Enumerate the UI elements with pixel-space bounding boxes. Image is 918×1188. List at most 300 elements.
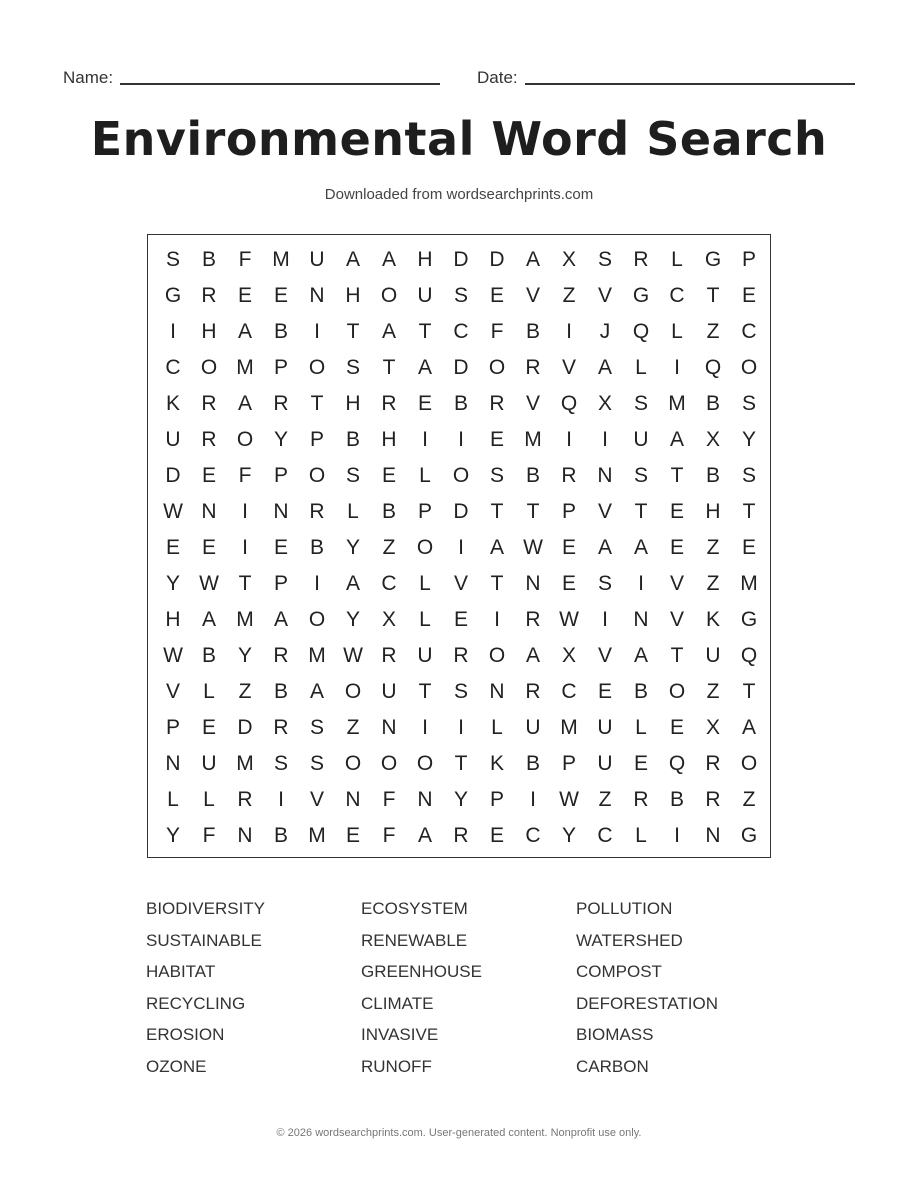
grid-letter: W bbox=[343, 644, 363, 667]
grid-letter: Z bbox=[706, 572, 720, 595]
grid-letter: H bbox=[345, 392, 361, 415]
grid-letter: O bbox=[416, 536, 434, 559]
grid-letter: V bbox=[525, 392, 540, 415]
word-list-item: BIODIVERSITY bbox=[146, 899, 266, 918]
grid-letter: S bbox=[741, 464, 756, 487]
grid-letter: A bbox=[309, 680, 324, 703]
grid-letter: M bbox=[560, 716, 578, 739]
grid-letter: C bbox=[453, 320, 469, 343]
grid-letter: J bbox=[599, 320, 611, 343]
grid-letter: E bbox=[273, 536, 288, 559]
grid-letter: P bbox=[273, 572, 288, 595]
word-list-item: DEFORESTATION bbox=[576, 993, 718, 1013]
grid-letter: C bbox=[561, 680, 577, 703]
grid-letter: Y bbox=[741, 428, 756, 451]
word-list-item: HABITAT bbox=[146, 962, 216, 981]
grid-letter: S bbox=[453, 680, 468, 703]
grid-letter: T bbox=[706, 284, 720, 307]
grid-letter: E bbox=[237, 284, 252, 307]
grid-letter: P bbox=[741, 248, 756, 271]
grid-letter: Z bbox=[706, 680, 720, 703]
grid-letter: I bbox=[602, 608, 608, 631]
grid-letter: I bbox=[566, 428, 572, 451]
grid-letter: F bbox=[490, 320, 504, 343]
grid-letter: E bbox=[669, 500, 684, 523]
grid-letter: M bbox=[272, 248, 290, 271]
grid-letter: R bbox=[381, 392, 397, 415]
grid-letter: Z bbox=[706, 320, 720, 343]
grid-letter: Z bbox=[562, 284, 576, 307]
grid-letter: A bbox=[273, 608, 288, 631]
grid-letter: W bbox=[199, 572, 219, 595]
grid-letter: A bbox=[525, 644, 540, 667]
grid-letter: W bbox=[163, 644, 183, 667]
grid-letter: A bbox=[381, 248, 396, 271]
grid-letter: I bbox=[674, 356, 680, 379]
grid-letter: T bbox=[346, 320, 360, 343]
grid-letter: B bbox=[345, 428, 360, 451]
grid-letter: Y bbox=[345, 536, 360, 559]
grid-letter: O bbox=[740, 752, 758, 775]
grid-letter: A bbox=[633, 644, 648, 667]
word-list-item: CLIMATE bbox=[361, 993, 434, 1013]
grid-letter: O bbox=[452, 464, 470, 487]
grid-letter: K bbox=[165, 392, 180, 415]
name-line bbox=[120, 83, 440, 85]
grid-letter: O bbox=[416, 752, 434, 775]
grid-letter: X bbox=[597, 392, 612, 415]
grid-letter: R bbox=[453, 644, 469, 667]
grid-letter: Z bbox=[238, 680, 252, 703]
grid-letter: X bbox=[705, 428, 720, 451]
grid-letter: O bbox=[344, 680, 362, 703]
grid-letter: R bbox=[201, 428, 217, 451]
grid-letter: E bbox=[741, 284, 756, 307]
grid-letter: T bbox=[742, 680, 756, 703]
date-line bbox=[525, 83, 855, 85]
grid-letter: R bbox=[633, 788, 649, 811]
word-list-item: SUSTAINABLE bbox=[146, 930, 262, 950]
grid-letter: A bbox=[237, 320, 252, 343]
grid-letter: M bbox=[236, 608, 254, 631]
grid-letter: P bbox=[309, 428, 324, 451]
grid-letter: T bbox=[526, 500, 540, 523]
grid-letter: H bbox=[201, 320, 217, 343]
grid-letter: I bbox=[242, 500, 248, 523]
grid-letter: V bbox=[309, 788, 324, 811]
grid-letter: Q bbox=[632, 320, 650, 343]
grid-letter: A bbox=[381, 320, 396, 343]
grid-letter: B bbox=[201, 248, 216, 271]
grid-letter: M bbox=[668, 392, 686, 415]
grid-letter: O bbox=[308, 608, 326, 631]
grid-letter: U bbox=[201, 752, 217, 775]
grid-letter: R bbox=[453, 824, 469, 847]
grid-letter: H bbox=[165, 608, 181, 631]
grid-letter: I bbox=[170, 320, 176, 343]
grid-letter: M bbox=[236, 752, 254, 775]
grid-letter: C bbox=[165, 356, 181, 379]
grid-letter: Q bbox=[740, 644, 758, 667]
grid-letter: W bbox=[523, 536, 543, 559]
grid-letter: R bbox=[525, 608, 541, 631]
grid-letter: Z bbox=[382, 536, 396, 559]
grid-letter: O bbox=[308, 464, 326, 487]
grid-letter: V bbox=[165, 680, 180, 703]
grid-letter: F bbox=[382, 824, 396, 847]
grid-letter: M bbox=[236, 356, 254, 379]
grid-letter: N bbox=[525, 572, 541, 595]
grid-letter: Y bbox=[165, 824, 180, 847]
grid-letter: X bbox=[381, 608, 396, 631]
grid-letter: C bbox=[741, 320, 757, 343]
grid-letter: P bbox=[489, 788, 504, 811]
grid-letter: T bbox=[490, 572, 504, 595]
grid-letter: I bbox=[458, 428, 464, 451]
grid-letter: I bbox=[494, 608, 500, 631]
grid-letter: V bbox=[669, 608, 684, 631]
grid-letter: A bbox=[345, 248, 360, 271]
grid-letter: A bbox=[741, 716, 756, 739]
grid-letter: O bbox=[344, 752, 362, 775]
grid-letter: T bbox=[454, 752, 468, 775]
grid-letter: D bbox=[489, 248, 505, 271]
grid-letter: Y bbox=[345, 608, 360, 631]
grid-letter: I bbox=[602, 428, 608, 451]
grid-letter: C bbox=[597, 824, 613, 847]
grid-letter: E bbox=[201, 536, 216, 559]
grid-letter: I bbox=[314, 572, 320, 595]
grid-letter: A bbox=[669, 428, 684, 451]
grid-letter: T bbox=[310, 392, 324, 415]
grid-letter: H bbox=[417, 248, 433, 271]
grid-letter: L bbox=[203, 788, 215, 811]
grid-letter: L bbox=[671, 320, 683, 343]
grid-letter: R bbox=[525, 356, 541, 379]
grid-letter: E bbox=[633, 752, 648, 775]
grid-letter: O bbox=[308, 356, 326, 379]
grid-letter: A bbox=[417, 824, 432, 847]
grid-letter: Y bbox=[273, 428, 288, 451]
grid-letter: S bbox=[345, 464, 360, 487]
grid-letter: R bbox=[633, 248, 649, 271]
word-list-item: COMPOST bbox=[576, 962, 662, 981]
page-subtitle: Downloaded from wordsearchprints.com bbox=[324, 186, 594, 203]
grid-letter: X bbox=[561, 248, 576, 271]
grid-letter: V bbox=[597, 284, 612, 307]
grid-letter: B bbox=[525, 752, 540, 775]
grid-letter: R bbox=[525, 680, 541, 703]
grid-letter: E bbox=[489, 428, 504, 451]
date-label: Date: bbox=[477, 68, 518, 87]
grid-letter: E bbox=[561, 536, 576, 559]
grid-letter: O bbox=[200, 356, 218, 379]
grid-letter: P bbox=[165, 716, 180, 739]
grid-letter: P bbox=[417, 500, 432, 523]
grid-letter: P bbox=[561, 500, 576, 523]
grid-letter: X bbox=[705, 716, 720, 739]
grid-letter: A bbox=[633, 536, 648, 559]
grid-letter: B bbox=[705, 392, 720, 415]
grid-letter: S bbox=[309, 716, 324, 739]
grid-letter: V bbox=[597, 500, 612, 523]
grid-letter: L bbox=[635, 824, 647, 847]
grid-letter: I bbox=[638, 572, 644, 595]
grid-letter: L bbox=[635, 356, 647, 379]
grid-letter: D bbox=[453, 500, 469, 523]
grid-letter: S bbox=[489, 464, 504, 487]
grid-letter: L bbox=[203, 680, 215, 703]
page-title: Environmental Word Search bbox=[90, 112, 828, 166]
grid-letter: T bbox=[742, 500, 756, 523]
grid-letter: N bbox=[345, 788, 361, 811]
word-list-item: EROSION bbox=[146, 1025, 225, 1044]
grid-letter: O bbox=[740, 356, 758, 379]
grid-letter: V bbox=[453, 572, 468, 595]
grid-letter: G bbox=[632, 284, 650, 307]
grid-letter: Z bbox=[706, 536, 720, 559]
grid-letter: S bbox=[309, 752, 324, 775]
grid-letter: S bbox=[345, 356, 360, 379]
grid-letter: P bbox=[273, 356, 288, 379]
grid-letter: N bbox=[381, 716, 397, 739]
grid-letter: B bbox=[453, 392, 468, 415]
grid-letter: E bbox=[201, 464, 216, 487]
grid-letter: T bbox=[670, 644, 684, 667]
grid-letter: O bbox=[488, 644, 506, 667]
grid-letter: I bbox=[422, 428, 428, 451]
grid-letter: B bbox=[273, 680, 288, 703]
grid-letter: N bbox=[237, 824, 253, 847]
grid-letter: U bbox=[417, 284, 433, 307]
grid-letter: U bbox=[597, 752, 613, 775]
grid-letter: I bbox=[566, 320, 572, 343]
grid-letter: W bbox=[559, 788, 579, 811]
grid-letter: A bbox=[417, 356, 432, 379]
grid-letter: R bbox=[705, 752, 721, 775]
name-label: Name: bbox=[63, 68, 114, 87]
grid-letter: R bbox=[489, 392, 505, 415]
grid-letter: N bbox=[201, 500, 217, 523]
grid-letter: E bbox=[201, 716, 216, 739]
grid-letter: R bbox=[201, 392, 217, 415]
grid-letter: R bbox=[273, 716, 289, 739]
grid-letter: X bbox=[561, 644, 576, 667]
word-list-item: ECOSYSTEM bbox=[361, 899, 468, 918]
grid-letter: Q bbox=[560, 392, 578, 415]
grid-letter: R bbox=[705, 788, 721, 811]
grid-letter: F bbox=[238, 464, 252, 487]
grid-letter: E bbox=[489, 284, 504, 307]
grid-letter: A bbox=[345, 572, 360, 595]
word-list-item: CARBON bbox=[576, 1056, 649, 1076]
grid-letter: F bbox=[238, 248, 252, 271]
grid-letter: D bbox=[453, 356, 469, 379]
grid-letter: U bbox=[417, 644, 433, 667]
grid-letter: U bbox=[633, 428, 649, 451]
grid-letter: Y bbox=[561, 824, 576, 847]
grid-letter: I bbox=[674, 824, 680, 847]
grid-letter: B bbox=[525, 320, 540, 343]
grid-letter: U bbox=[525, 716, 541, 739]
grid-letter: S bbox=[165, 248, 180, 271]
grid-letter: T bbox=[670, 464, 684, 487]
grid-letter: B bbox=[381, 500, 396, 523]
grid-letter: I bbox=[422, 716, 428, 739]
grid-letter: T bbox=[418, 320, 432, 343]
grid-letter: N bbox=[165, 752, 181, 775]
footer-text: © 2026 wordsearchprints.com. User-generated content. Nonprofit use only. bbox=[276, 1127, 642, 1139]
name-date-row bbox=[63, 66, 855, 90]
grid-letter: B bbox=[201, 644, 216, 667]
grid-letter: I bbox=[242, 536, 248, 559]
grid-letter: H bbox=[345, 284, 361, 307]
grid-letter: S bbox=[741, 392, 756, 415]
grid-letter: A bbox=[237, 392, 252, 415]
grid-letter: U bbox=[705, 644, 721, 667]
grid-letter: E bbox=[381, 464, 396, 487]
grid-letter: U bbox=[165, 428, 181, 451]
grid-letter: L bbox=[671, 248, 683, 271]
grid-letter: L bbox=[419, 464, 431, 487]
word-list-item: POLLUTION bbox=[576, 899, 673, 918]
word-list-item: RENEWABLE bbox=[361, 930, 468, 950]
grid-letter: E bbox=[561, 572, 576, 595]
grid-letter: P bbox=[561, 752, 576, 775]
grid-letter: E bbox=[741, 536, 756, 559]
grid-letter: S bbox=[273, 752, 288, 775]
grid-letter: L bbox=[167, 788, 179, 811]
grid-letter: Y bbox=[453, 788, 468, 811]
grid-letter: G bbox=[740, 608, 758, 631]
grid-letter: E bbox=[165, 536, 180, 559]
grid-letter: N bbox=[489, 680, 505, 703]
grid-letter: Z bbox=[346, 716, 360, 739]
grid-letter: G bbox=[740, 824, 758, 847]
grid-letter: L bbox=[491, 716, 503, 739]
grid-letter: R bbox=[201, 284, 217, 307]
grid-letter: S bbox=[633, 464, 648, 487]
grid-letter: V bbox=[525, 284, 540, 307]
grid-letter: L bbox=[347, 500, 359, 523]
grid-letter: O bbox=[380, 284, 398, 307]
grid-letter: R bbox=[381, 644, 397, 667]
grid-letter: E bbox=[597, 680, 612, 703]
grid-letter: Z bbox=[598, 788, 612, 811]
grid-letter: C bbox=[525, 824, 541, 847]
grid-letter: B bbox=[273, 320, 288, 343]
grid-letter: B bbox=[273, 824, 288, 847]
grid-letter: S bbox=[633, 392, 648, 415]
grid-letter: F bbox=[382, 788, 396, 811]
word-list-item: RECYCLING bbox=[146, 993, 246, 1013]
grid-letter: O bbox=[668, 680, 686, 703]
grid-letter: E bbox=[417, 392, 432, 415]
word-list-item: OZONE bbox=[146, 1056, 207, 1076]
grid-letter: A bbox=[489, 536, 504, 559]
grid-letter: G bbox=[704, 248, 722, 271]
grid-letter: I bbox=[458, 536, 464, 559]
grid-letter: E bbox=[345, 824, 360, 847]
grid-letter: E bbox=[669, 536, 684, 559]
grid-letter: M bbox=[308, 824, 326, 847]
grid-letter: B bbox=[669, 788, 684, 811]
grid-letter: Y bbox=[237, 644, 252, 667]
grid-letter: N bbox=[633, 608, 649, 631]
grid-letter: F bbox=[202, 824, 216, 847]
grid-letter: N bbox=[705, 824, 721, 847]
grid-letter: L bbox=[635, 716, 647, 739]
word-list-item: WATERSHED bbox=[576, 930, 683, 950]
grid-letter: L bbox=[419, 572, 431, 595]
grid-letter: M bbox=[524, 428, 542, 451]
grid-letter: K bbox=[705, 608, 720, 631]
grid-letter: I bbox=[314, 320, 320, 343]
grid-letter: V bbox=[561, 356, 576, 379]
grid-letter: T bbox=[634, 500, 648, 523]
grid-letter: A bbox=[597, 356, 612, 379]
grid-letter: C bbox=[669, 284, 685, 307]
grid-letter: A bbox=[201, 608, 216, 631]
grid-letter: K bbox=[489, 752, 504, 775]
grid-letter: Q bbox=[668, 752, 686, 775]
grid-letter: C bbox=[381, 572, 397, 595]
grid-letter: O bbox=[380, 752, 398, 775]
grid-letter: T bbox=[418, 680, 432, 703]
grid-letter: T bbox=[238, 572, 252, 595]
grid-letter: E bbox=[489, 824, 504, 847]
grid-letter: Q bbox=[704, 356, 722, 379]
grid-letter: B bbox=[633, 680, 648, 703]
grid-letter: W bbox=[163, 500, 183, 523]
grid-letter: V bbox=[597, 644, 612, 667]
grid-letter: G bbox=[164, 284, 182, 307]
grid-letter: M bbox=[740, 572, 758, 595]
grid-letter: B bbox=[309, 536, 324, 559]
grid-letter: V bbox=[669, 572, 684, 595]
grid-letter: I bbox=[458, 716, 464, 739]
grid-letter: N bbox=[273, 500, 289, 523]
grid-letter: E bbox=[453, 608, 468, 631]
grid-letter: R bbox=[561, 464, 577, 487]
grid-letter: R bbox=[309, 500, 325, 523]
grid-letter: N bbox=[309, 284, 325, 307]
grid-letter: S bbox=[453, 284, 468, 307]
grid-letter: I bbox=[278, 788, 284, 811]
grid-letter: N bbox=[597, 464, 613, 487]
grid-letter: W bbox=[559, 608, 579, 631]
grid-letter: L bbox=[419, 608, 431, 631]
grid-letter: T bbox=[490, 500, 504, 523]
grid-letter: I bbox=[530, 788, 536, 811]
grid-letter: H bbox=[705, 500, 721, 523]
grid-letter: R bbox=[237, 788, 253, 811]
grid-letter: E bbox=[273, 284, 288, 307]
grid-letter: O bbox=[488, 356, 506, 379]
grid-letter: Y bbox=[165, 572, 180, 595]
grid-letter: B bbox=[525, 464, 540, 487]
grid-letter: O bbox=[236, 428, 254, 451]
grid-letter: M bbox=[308, 644, 326, 667]
grid-letter: U bbox=[597, 716, 613, 739]
grid-letter: E bbox=[669, 716, 684, 739]
grid-letter: S bbox=[597, 572, 612, 595]
word-list-item: GREENHOUSE bbox=[361, 962, 482, 981]
word-search-grid bbox=[147, 234, 771, 858]
grid-letter: S bbox=[597, 248, 612, 271]
grid-letter: N bbox=[417, 788, 433, 811]
grid-letter: H bbox=[381, 428, 397, 451]
